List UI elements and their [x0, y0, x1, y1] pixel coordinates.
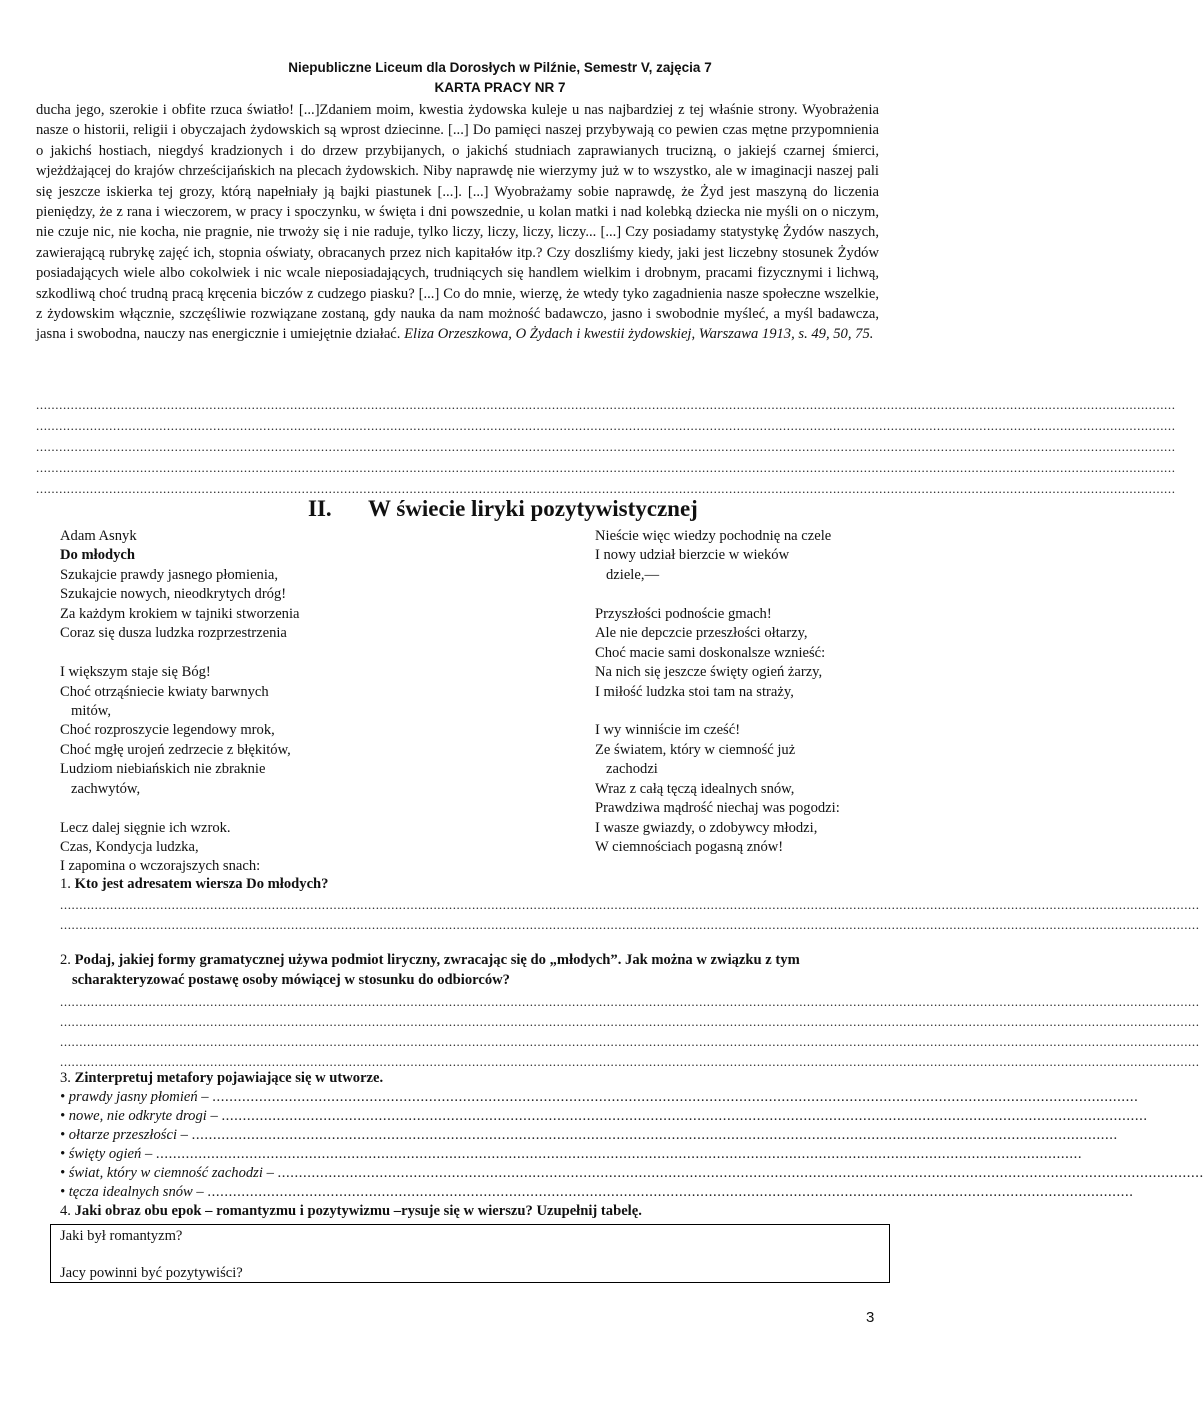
question-number: 3.	[60, 1070, 71, 1086]
epochs-table[interactable]	[50, 1224, 890, 1283]
metaphor-label: • ołtarze przeszłości –	[60, 1127, 188, 1143]
question-text: Podaj, jakiej formy gramatycznej używa podmiot liryczny, zwracając się do „młodych”. Jak można w związku z tym scharakteryzować postawę osoby mówiącej w stosunku do odbiorców?	[72, 952, 800, 988]
answer-line[interactable]: ........................................................................................................................................................................................................................................................................................................	[36, 418, 1176, 433]
metaphor-answer-line[interactable]: ..........................................................................................................................................................................................................................	[207, 1184, 1134, 1200]
poem-title: Do młodych	[60, 547, 135, 564]
metaphor-label: • prawdy jasny płomień –	[60, 1089, 209, 1105]
answer-line[interactable]: ........................................................................................................................................................................................................................................................................................................	[60, 1014, 1200, 1029]
poem-line: Ze światem, który w ciemność już	[595, 741, 796, 758]
intro-source: Eliza Orzeszkowa, O Żydach i kwestii żydowskiej, Warszawa 1913, s. 49, 50, 75.	[404, 326, 874, 343]
poem-left-column	[60, 527, 300, 877]
poem-line: Lecz dalej sięgnie ich wzrok.	[60, 819, 231, 836]
poem-stanza-break	[60, 799, 300, 818]
page-number: 3	[866, 1309, 875, 1326]
poem-line: Prawdziwa mądrość niechaj was pogodzi:	[595, 800, 840, 817]
poem-line: Szukajcie prawdy jasnego płomienia,	[60, 566, 279, 583]
answer-line[interactable]: ........................................................................................................................................................................................................................................................................................................	[60, 994, 1200, 1009]
answer-line[interactable]: ........................................................................................................................................................................................................................................................................................................	[60, 1034, 1200, 1049]
metaphor-answer-line[interactable]: ..........................................................................................................................................................................................................................	[221, 1108, 1148, 1124]
metaphor-item[interactable]	[60, 1107, 1148, 1127]
header-school: Niepubliczne Liceum dla Dorosłych w Pilźnie, Semestr V, zajęcia 7	[288, 60, 712, 75]
metaphor-answer-line[interactable]: ..........................................................................................................................................................................................................................	[212, 1089, 1139, 1105]
question-number: 1.	[60, 876, 71, 892]
poem-line: zachwytów,	[71, 780, 141, 797]
metaphor-label: • nowe, nie odkryte drogi –	[60, 1108, 218, 1124]
section-number: II.	[308, 496, 332, 521]
poem-line: Choć otrząśniecie kwiaty barwnych	[60, 683, 269, 700]
table-row-positivists: Jacy powinni być pozytywiści?	[60, 1265, 243, 1281]
poem-line: Wraz z całą tęczą idealnych snów,	[595, 780, 795, 797]
poem-line: Choć mgłę urojeń zedrzecie z błękitów,	[60, 741, 291, 758]
header-worksheet-title: KARTA PRACY NR 7	[434, 80, 566, 95]
poem-line: I miłość ludzka stoi tam na straży,	[595, 683, 794, 700]
poem-line: Szukajcie nowych, nieodkrytych dróg!	[60, 586, 287, 603]
metaphor-item[interactable]	[60, 1145, 1083, 1165]
poem-line: I nowy udział bierzcie w wieków	[595, 547, 790, 564]
metaphor-answer-line[interactable]: ..........................................................................................................................................................................................................................	[155, 1146, 1083, 1162]
question-number: 4.	[60, 1203, 71, 1219]
answer-line[interactable]: ........................................................................................................................................................................................................................................................................................................	[36, 439, 1176, 454]
poem-line: Coraz się dusza ludzka rozprzestrzenia	[60, 625, 287, 642]
poem-right-column	[595, 527, 840, 857]
poem-line: I wy winniście im cześć!	[595, 722, 741, 739]
metaphor-item[interactable]	[60, 1088, 1139, 1108]
poem-line: Za każdym krokiem w tajniki stworzenia	[60, 605, 300, 622]
intro-text: ducha jego, szerokie i obfite rzuca światło! [...]Zdaniem moim, kwestia żydowska kuleje u nas najbardziej z tej właśnie strony. Wyobrażenia nasze o historii, religii i obyczajach żydowskich są wprost dziecinne. [...] Do pamięci naszej przybywają co pewien czas mętne przypomnienia o jakichś hostiach, niegdyś kradzionych i do drzew przybijanych, o jakichś studniach zaprawianych trucizną, o jakiejś czarnej śmierci, wjeżdżającej do krajów chrześcijańskich na plecach żydowskich. Niby naprawdę nie wierzymy już w to wszystko, ale w imaginacji naszej pali się jeszcze iskierka tej grozy, którą napełniały ją bajki piastunek [...]. [...] Wyobrażamy sobie naprawdę, że Żyd jest maszyną do liczenia pieniędzy, że z rana i wieczorem, w pracy i spoczynku, w święta i dni powszednie, u kolan matki i nad kolebką dziecka nie myśli on o niczym, nie czuje nic, nie kocha, nie pragnie, nie trwoży się i nie raduje, tylko liczy, liczy, liczy, liczy... [...] Czy posiadamy statystykę Żydów naszych, zawierającą rubrykę zajęć ich, stopnia oświaty, obracanych przez nich kapitałów itp.? Czy doszliśmy kiedy, jaki jest liczebny stosunek Żydów posiadających wiele albo cokolwiek i nic wcale nieposiadających, trudniących się handlem wielkim i drobnym, pracami fizycznymi i lichwą, szkodliwą choć trudną pracą kręcenia biczów z cudzego piasku? [...] Co do mnie, wierzę, że wtedy tyko zagadnienia nasze społeczne wszelkie, z żydowskim włącznie, szczęśliwie rozwiązane zostaną, gdy nauka da nam możność badawczo, jasno i swobodnie myśleć, a myśl badawcza, jasna i swobodna, nauczy nas energicznie i umiejętnie działać.	[36, 102, 879, 343]
poem-stanza-break	[595, 702, 840, 721]
question-text: Zinterpretuj metafory pojawiające się w utworze.	[74, 1070, 384, 1086]
answer-line[interactable]: ........................................................................................................................................................................................................................................................................................................	[60, 1054, 1200, 1069]
question-text: Kto jest adresatem wiersza Do młodych?	[74, 876, 329, 892]
poem-line: W ciemnościach pogasną znów!	[595, 839, 784, 855]
poem-line: dziele,—	[606, 566, 660, 583]
poem-line: I zapomina o wczorajszych snach:	[60, 858, 261, 875]
question-3	[60, 1069, 882, 1089]
answer-line[interactable]: ........................................................................................................................................................................................................................................................................................................	[60, 897, 1200, 912]
metaphor-label: • świat, który w ciemność zachodzi –	[60, 1165, 274, 1181]
metaphor-label: • święty ogień –	[60, 1146, 153, 1162]
question-4	[60, 1202, 882, 1222]
section-heading	[308, 496, 698, 522]
question-text: Jaki obraz obu epok – romantyzmu i pozytywizmu –rysuje się w wierszu? Uzupełnij tabelę.	[74, 1203, 642, 1219]
intro-paragraph	[36, 100, 879, 345]
question-number: 2.	[60, 952, 71, 968]
poem-author: Adam Asnyk	[60, 528, 137, 544]
metaphor-item[interactable]	[60, 1164, 1204, 1184]
poem-line: Czas, Kondycja ludzka,	[60, 839, 199, 855]
metaphor-item[interactable]	[60, 1183, 1134, 1203]
poem-line: I wasze gwiazdy, o zdobywcy młodzi,	[595, 819, 818, 836]
poem-line: I większym staje się Bóg!	[60, 664, 211, 681]
poem-line: Na nich się jeszcze święty ogień żarzy,	[595, 664, 823, 681]
poem-line: zachodzi	[606, 761, 658, 778]
poem-stanza-break	[60, 644, 300, 663]
question-2	[60, 951, 890, 990]
answer-line[interactable]: ........................................................................................................................................................................................................................................................................................................	[36, 397, 1176, 412]
poem-stanza-break	[595, 585, 840, 604]
poem-line: Ale nie depczcie przeszłości ołtarzy,	[595, 625, 808, 642]
answer-line[interactable]: ........................................................................................................................................................................................................................................................................................................	[60, 917, 1200, 932]
poem-line: Ludziom niebiańskich nie zbraknie	[60, 761, 266, 778]
metaphor-label: • tęcza idealnych snów –	[60, 1184, 204, 1200]
metaphor-item[interactable]	[60, 1126, 1118, 1146]
section-title: W świecie liryki pozytywistycznej	[368, 496, 698, 521]
poem-line: Choć macie sami doskonalsze wznieść:	[595, 644, 826, 661]
poem-line: Nieście więc wiedzy pochodnię na czele	[595, 528, 832, 544]
poem-line: Przyszłości podnoście gmach!	[595, 605, 772, 622]
table-row-romanticism: Jaki był romantyzm?	[60, 1228, 183, 1244]
metaphor-answer-line[interactable]: ..........................................................................................................................................................................................................................	[191, 1127, 1118, 1143]
answer-line[interactable]: ........................................................................................................................................................................................................................................................................................................	[36, 481, 1176, 496]
answer-line[interactable]: ........................................................................................................................................................................................................................................................................................................	[36, 460, 1176, 475]
poem-line: Choć rozproszycie legendowy mrok,	[60, 722, 275, 739]
poem-line: mitów,	[71, 702, 111, 719]
metaphor-answer-line[interactable]: ..........................................................................................................................................................................................................................	[277, 1165, 1204, 1181]
question-1	[60, 875, 882, 895]
